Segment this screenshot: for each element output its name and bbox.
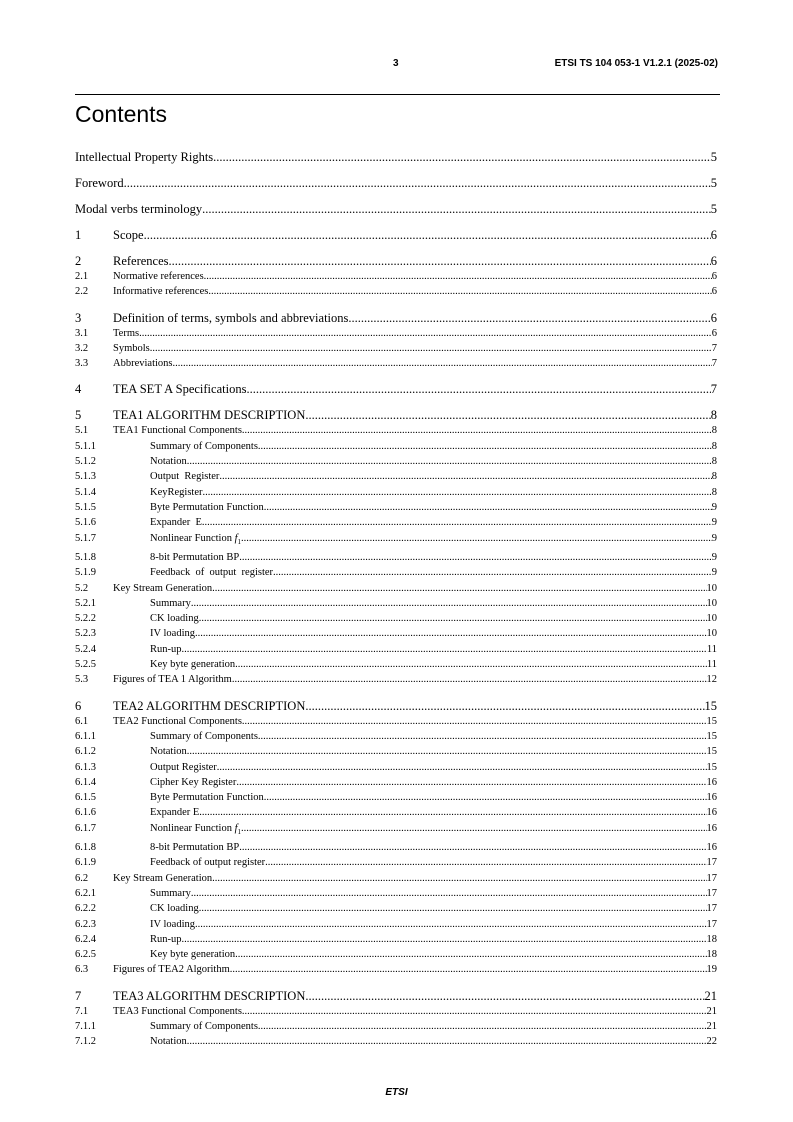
toc-entry-page: 16 xyxy=(706,776,717,788)
toc-entry-page: 15 xyxy=(706,761,717,773)
toc-dot-leader xyxy=(208,284,711,299)
toc-entry-title: Normative references xyxy=(113,271,204,282)
toc-entry-number: 5.1.8 xyxy=(75,551,96,563)
toc-entry-page: 10 xyxy=(706,628,717,640)
toc-entry[interactable] xyxy=(75,988,717,1004)
toc-entry-title: IV loading xyxy=(150,628,196,640)
toc-entry-page: 17 xyxy=(706,857,717,869)
toc-entry-page: 15 xyxy=(706,730,717,742)
toc-entry-page: 22 xyxy=(706,1036,717,1048)
toc-entry[interactable] xyxy=(75,698,717,714)
toc-entry-number: 6.2.3 xyxy=(75,918,96,930)
toc-dot-leader xyxy=(258,729,707,744)
toc-entry-title: TEA2 ALGORITHM DESCRIPTION xyxy=(113,698,306,713)
toc-dot-leader xyxy=(199,805,706,820)
toc-entry-title: Informative references xyxy=(113,286,209,298)
toc-dot-leader xyxy=(219,469,711,484)
toc-entry-number: 5 xyxy=(75,408,82,423)
toc-dot-leader xyxy=(305,988,704,1004)
toc-entry-number: 2.2 xyxy=(75,286,89,298)
toc-entry-page: 16 xyxy=(706,807,717,819)
toc-entry-page: 16 xyxy=(706,792,717,804)
toc-entry-title: Definition of terms, symbols and abbreviations xyxy=(113,310,349,325)
toc-entry-number: 5.2.1 xyxy=(75,597,96,609)
toc-entry-number: 2 xyxy=(75,254,82,268)
toc-entry-number: 6.3 xyxy=(75,964,89,976)
toc-entry-title: TEA3 Functional Components xyxy=(113,1005,242,1017)
toc-entry-number: 5.1.4 xyxy=(75,486,96,498)
toc-dot-leader xyxy=(139,326,712,341)
toc-entry-page: 10 xyxy=(706,613,717,625)
toc-entry-number: 6.1.1 xyxy=(75,730,96,742)
toc-entry-number: 6.1.8 xyxy=(75,842,96,854)
toc-entry-page: 16 xyxy=(706,842,717,854)
document-id: ETSI TS 104 053-1 V1.2.1 (2025-02) xyxy=(554,58,718,69)
toc-entry-number: 3.3 xyxy=(75,358,89,370)
toc-entry-number: 7 xyxy=(75,988,82,1003)
toc-dot-leader xyxy=(144,227,711,243)
toc-dot-leader xyxy=(213,149,711,165)
toc-entry[interactable] xyxy=(75,227,717,243)
toc-entry[interactable] xyxy=(75,269,717,284)
toc-entry-title: Key byte generation xyxy=(150,659,236,671)
toc-entry[interactable] xyxy=(75,581,717,596)
toc-entry-title: Summary xyxy=(150,887,191,899)
toc-dot-leader xyxy=(195,626,706,641)
toc-entry-number: 4 xyxy=(75,382,82,397)
toc-entry[interactable] xyxy=(75,871,717,886)
toc-entry-page: 15 xyxy=(706,746,717,758)
toc-entry-number: 5.1.7 xyxy=(75,532,96,544)
toc-dot-leader xyxy=(242,1004,707,1019)
toc-entry-page: 9 xyxy=(711,551,717,563)
toc-entry-title: Foreword xyxy=(75,176,124,190)
toc-dot-leader xyxy=(199,901,707,916)
toc-entry[interactable] xyxy=(75,531,717,550)
toc-dot-leader xyxy=(195,917,706,932)
toc-entry-number: 7.1.2 xyxy=(75,1036,96,1048)
toc-entry[interactable] xyxy=(75,341,717,356)
toc-entry-number: 5.2.2 xyxy=(75,613,96,625)
toc-entry[interactable] xyxy=(75,901,717,916)
toc-entry-page: 5 xyxy=(710,150,717,164)
toc-dot-leader xyxy=(204,269,712,284)
toc-entry-page: 21 xyxy=(704,988,717,1003)
toc-entry-title: Figures of TEA2 Algorithm xyxy=(113,964,230,976)
toc-entry-number: 6.1.6 xyxy=(75,807,96,819)
toc-entry-title: TEA2 Functional Components xyxy=(113,715,242,727)
footer-logo-text: ETSI xyxy=(385,1087,408,1098)
toc-entry-number: 5.2.4 xyxy=(75,643,96,655)
toc-dot-leader xyxy=(305,407,710,423)
toc-entry[interactable] xyxy=(75,657,717,672)
toc-entry-page: 9 xyxy=(711,517,717,529)
toc-entry-title: CK loading xyxy=(150,613,199,625)
toc-entry[interactable] xyxy=(75,149,717,165)
toc-entry-page: 9 xyxy=(711,567,717,579)
toc-entry-page: 11 xyxy=(706,643,717,655)
toc-entry-page: 17 xyxy=(706,903,717,915)
toc-entry-math-subscript: 1 xyxy=(237,827,241,836)
toc-entry-title: Nonlinear Function $f_1$ xyxy=(150,532,241,546)
toc-entry-title: Expander E xyxy=(150,517,202,529)
toc-dot-leader xyxy=(150,341,712,356)
toc-entry[interactable] xyxy=(75,454,717,469)
toc-entry-number: 5.1 xyxy=(75,425,89,437)
toc-dot-leader xyxy=(242,714,707,729)
toc-entry-number: 6.2.1 xyxy=(75,887,96,899)
toc-entry-title: KeyRegister xyxy=(150,486,203,498)
toc-entry-page: 8 xyxy=(710,408,717,423)
toc-entry-title: Notation xyxy=(150,456,187,468)
toc-dot-leader xyxy=(124,175,711,191)
toc-dot-leader xyxy=(246,381,710,397)
toc-dot-leader xyxy=(235,947,706,962)
toc-entry-page: 8 xyxy=(711,425,717,437)
toc-entry-title: Byte Permutation Function xyxy=(150,501,264,513)
toc-entry-page: 6 xyxy=(711,327,717,339)
toc-dot-leader xyxy=(265,855,706,870)
toc-entry[interactable] xyxy=(75,626,717,641)
toc-entry-page: 21 xyxy=(706,1021,717,1033)
toc-entry-page: 8 xyxy=(711,486,717,498)
toc-entry-number: 6.1.9 xyxy=(75,857,96,869)
toc-entry-title: Output Register xyxy=(150,761,217,773)
toc-dot-leader xyxy=(203,485,712,500)
toc-entry-title: Output Register xyxy=(150,471,220,483)
toc-entry-title: Key Stream Generation xyxy=(113,872,213,884)
toc-entry-number: 5.1.2 xyxy=(75,456,96,468)
toc-dot-leader xyxy=(202,201,711,217)
toc-entry-page: 7 xyxy=(711,342,717,354)
toc-dot-leader xyxy=(191,596,707,611)
toc-entry-number: 6.1.3 xyxy=(75,761,96,773)
toc-entry-number: 5.1.1 xyxy=(75,440,96,452)
toc-entry-title: Symbols xyxy=(113,342,150,354)
toc-entry-title: Feedback of output register xyxy=(150,857,266,869)
toc-entry[interactable] xyxy=(75,917,717,932)
toc-entry[interactable] xyxy=(75,672,717,687)
toc-entry-page: 21 xyxy=(706,1005,717,1017)
toc-entry-page: 19 xyxy=(706,964,717,976)
toc-entry-title: Expander E xyxy=(150,807,200,819)
toc-dot-leader xyxy=(348,310,710,326)
toc-dot-leader xyxy=(236,775,706,790)
toc-dot-leader xyxy=(187,454,712,469)
page-title: Contents xyxy=(75,101,168,127)
toc-dot-leader xyxy=(239,550,712,565)
toc-entry-title: TEA1 ALGORITHM DESCRIPTION xyxy=(113,408,306,423)
toc-entry[interactable] xyxy=(75,550,717,565)
toc-entry-number: 5.3 xyxy=(75,674,89,686)
toc-entry[interactable] xyxy=(75,729,717,744)
toc-entry-math-subscript: 1 xyxy=(237,537,241,546)
toc-dot-leader xyxy=(242,423,712,438)
toc-entry-page: 15 xyxy=(706,715,717,727)
toc-entry-page: 16 xyxy=(706,822,717,834)
toc-entry-number: 6.1.4 xyxy=(75,776,96,788)
toc-dot-leader xyxy=(235,657,707,672)
toc-entry[interactable] xyxy=(75,760,717,775)
toc-entry-title: Figures of TEA 1 Algorithm xyxy=(113,674,232,686)
toc-entry[interactable] xyxy=(75,485,717,500)
toc-entry-title: Intellectual Property Rights xyxy=(75,150,214,164)
toc-entry-title: Key byte generation xyxy=(150,949,236,961)
toc-entry-number: 2.1 xyxy=(75,271,89,282)
toc-entry-title: Feedback of output register xyxy=(150,567,274,579)
toc-entry[interactable] xyxy=(75,775,717,790)
toc-entry[interactable] xyxy=(75,1019,717,1034)
toc-entry[interactable] xyxy=(75,469,717,484)
toc-entry[interactable] xyxy=(75,714,717,729)
toc-dot-leader xyxy=(199,611,707,626)
toc-entry-number: 3.1 xyxy=(75,327,89,339)
toc-entry-number: 1 xyxy=(75,228,82,242)
toc-dot-leader xyxy=(182,642,707,657)
toc-entry-title: Summary of Components xyxy=(150,440,258,452)
toc-dot-leader xyxy=(187,744,707,759)
toc-entry-page: 6 xyxy=(711,286,717,298)
toc-entry-number: 5.1.5 xyxy=(75,501,96,513)
toc-entry-page: 8 xyxy=(711,440,717,452)
toc-entry[interactable] xyxy=(75,201,717,217)
toc-dot-leader xyxy=(241,821,707,836)
toc-entry-math: f xyxy=(234,532,238,544)
toc-entry-number: 6.1.2 xyxy=(75,746,96,758)
toc-entry[interactable] xyxy=(75,1034,717,1049)
toc-dot-leader xyxy=(191,886,707,901)
toc-entry-math: f xyxy=(234,822,238,834)
toc-entry[interactable] xyxy=(75,855,717,870)
toc-entry-page: 8 xyxy=(711,471,717,483)
toc-entry[interactable] xyxy=(75,326,717,341)
toc-dot-leader xyxy=(187,1034,707,1049)
toc-entry-page: 7 xyxy=(710,382,717,397)
toc-entry[interactable] xyxy=(75,611,717,626)
toc-entry-title: Cipher Key Register xyxy=(150,776,237,788)
toc-dot-leader xyxy=(169,253,711,269)
toc-entry-page: 17 xyxy=(706,887,717,899)
toc-entry-title: Summary xyxy=(150,597,191,609)
toc-dot-leader xyxy=(217,760,707,775)
toc-entry-title: Terms xyxy=(113,327,140,339)
toc-entry-title: Modal verbs terminology xyxy=(75,202,203,216)
toc-entry[interactable] xyxy=(75,310,717,326)
toc-entry-number: 6.2.2 xyxy=(75,903,96,915)
toc-entry-page: 17 xyxy=(706,872,717,884)
toc-entry-number: 5.2 xyxy=(75,582,89,594)
toc-entry-page: 5 xyxy=(710,176,717,190)
toc-entry[interactable] xyxy=(75,596,717,611)
toc-entry[interactable] xyxy=(75,886,717,901)
toc-entry-page: 15 xyxy=(704,698,717,713)
toc-dot-leader xyxy=(258,1019,707,1034)
toc-entry-title: IV loading xyxy=(150,918,196,930)
toc-dot-leader xyxy=(212,871,706,886)
toc-entry-title: TEA SET A Specifications xyxy=(113,382,247,397)
toc-entry-title: Summary of Components xyxy=(150,730,258,742)
toc-entry-number: 5.1.3 xyxy=(75,471,96,483)
toc-entry-number: 6.2.4 xyxy=(75,933,96,945)
toc-entry-number: 6.2.5 xyxy=(75,949,96,961)
toc-entry-number: 7.1.1 xyxy=(75,1021,96,1033)
toc-entry[interactable] xyxy=(75,423,717,438)
toc-entry-page: 11 xyxy=(706,659,717,671)
toc-entry-page: 10 xyxy=(706,582,717,594)
toc-entry-number: 5.1.9 xyxy=(75,567,96,579)
toc-entry-page: 7 xyxy=(711,358,717,370)
toc-entry-title: CK loading xyxy=(150,903,199,915)
toc-entry-number: 6 xyxy=(75,698,82,713)
toc-dot-leader xyxy=(230,962,707,977)
toc-dot-leader xyxy=(273,565,712,580)
toc-entry[interactable] xyxy=(75,253,717,269)
toc-entry-number: 7.1 xyxy=(75,1005,89,1017)
toc-dot-leader xyxy=(202,515,712,530)
toc-dot-leader xyxy=(239,840,706,855)
toc-entry-page: 17 xyxy=(706,918,717,930)
toc-dot-leader xyxy=(232,672,707,687)
toc-entry-title: Byte Permutation Function xyxy=(150,792,264,804)
toc-entry-number: 6.2 xyxy=(75,872,89,884)
toc-entry-page: 8 xyxy=(711,456,717,468)
toc-entry-title: Scope xyxy=(113,228,144,242)
toc-dot-leader xyxy=(182,932,707,947)
toc-dot-leader xyxy=(264,500,712,515)
table-of-contents xyxy=(75,149,717,1050)
toc-entry-number: 5.1.6 xyxy=(75,517,96,529)
toc-entry[interactable] xyxy=(75,284,717,299)
toc-entry[interactable] xyxy=(75,962,717,977)
toc-entry-title: Nonlinear Function $f_1$ xyxy=(150,822,241,836)
toc-entry-title: Summary of Components xyxy=(150,1021,258,1033)
toc-entry-number: 6.1.5 xyxy=(75,792,96,804)
toc-entry-page: 10 xyxy=(706,597,717,609)
toc-entry-page: 9 xyxy=(711,532,717,544)
toc-entry[interactable] xyxy=(75,805,717,820)
toc-entry[interactable] xyxy=(75,175,717,191)
toc-entry-page: 12 xyxy=(706,674,717,686)
toc-entry-title: TEA3 ALGORITHM DESCRIPTION xyxy=(113,988,306,1003)
toc-dot-leader xyxy=(212,581,706,596)
toc-entry-number: 6.1 xyxy=(75,715,89,727)
toc-entry[interactable] xyxy=(75,744,717,759)
toc-entry[interactable] xyxy=(75,932,717,947)
toc-entry[interactable] xyxy=(75,565,717,580)
toc-entry-number: 3.2 xyxy=(75,342,89,354)
page-number: 3 xyxy=(393,58,399,69)
toc-entry-number: 3 xyxy=(75,310,82,325)
toc-entry-number: 5.2.5 xyxy=(75,659,96,671)
header-rule xyxy=(75,94,720,95)
toc-dot-leader xyxy=(305,698,704,714)
toc-dot-leader xyxy=(173,356,712,371)
toc-entry[interactable] xyxy=(75,947,717,962)
toc-entry-page: 18 xyxy=(706,949,717,961)
toc-entry[interactable] xyxy=(75,407,717,423)
toc-entry-page: 6 xyxy=(710,254,717,268)
toc-entry[interactable] xyxy=(75,840,717,855)
toc-entry-title: 8-bit Permutation BP xyxy=(150,551,240,563)
toc-entry-title: 8-bit Permutation BP xyxy=(150,842,240,854)
toc-entry[interactable] xyxy=(75,381,717,397)
toc-entry-title: Key Stream Generation xyxy=(113,582,213,594)
toc-entry[interactable] xyxy=(75,1004,717,1019)
toc-entry-page: 5 xyxy=(710,202,717,216)
toc-entry[interactable] xyxy=(75,642,717,657)
toc-entry[interactable] xyxy=(75,790,717,805)
toc-entry-page: 6 xyxy=(710,228,717,242)
toc-entry[interactable] xyxy=(75,500,717,515)
toc-dot-leader xyxy=(241,531,712,546)
toc-entry-title: TEA1 Functional Components xyxy=(113,425,242,437)
toc-dot-leader xyxy=(258,439,712,454)
toc-entry-title: Run-up xyxy=(150,643,182,655)
toc-entry-title: Abbreviations xyxy=(113,358,173,370)
toc-entry[interactable] xyxy=(75,515,717,530)
toc-entry-title: References xyxy=(113,254,169,268)
toc-entry-title: Notation xyxy=(150,746,187,758)
toc-dot-leader xyxy=(264,790,707,805)
toc-entry-title: Notation xyxy=(150,1036,187,1048)
toc-entry[interactable] xyxy=(75,821,717,840)
toc-entry-page: 6 xyxy=(710,310,717,325)
toc-entry-page: 18 xyxy=(706,933,717,945)
toc-entry[interactable] xyxy=(75,356,717,371)
toc-entry-page: 6 xyxy=(711,271,717,282)
toc-entry[interactable] xyxy=(75,439,717,454)
toc-entry-number: 6.1.7 xyxy=(75,822,96,834)
toc-entry-number: 5.2.3 xyxy=(75,628,96,640)
toc-entry-page: 9 xyxy=(711,501,717,513)
toc-entry-title: Run-up xyxy=(150,933,182,945)
